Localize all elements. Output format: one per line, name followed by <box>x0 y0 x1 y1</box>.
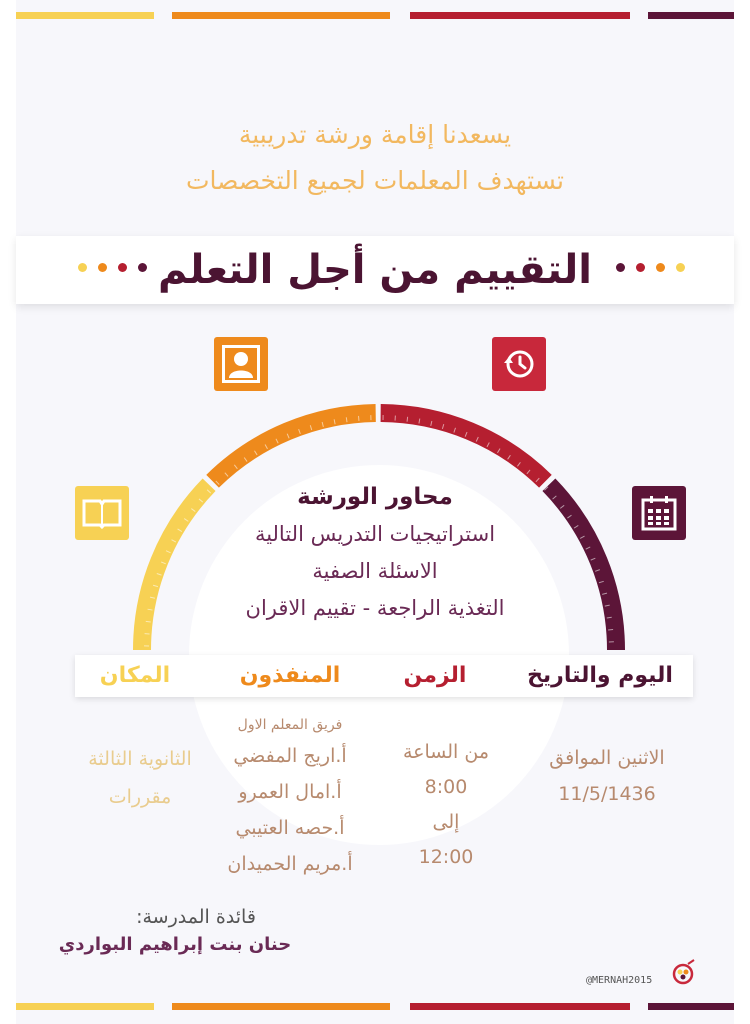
presenters-team: فريق المعلم الاول <box>237 717 343 733</box>
presenter-name: أ.حصه العتيبي <box>235 817 345 839</box>
presenter-name: أ.اريج المفضي <box>233 745 347 767</box>
place-school: الثانوية الثالثة <box>88 748 192 770</box>
presenter-name: أ.امال العمرو <box>238 781 342 803</box>
place-column <box>70 740 210 816</box>
time-to: 12:00 <box>418 846 474 868</box>
presenter-name: أ.مريم الحميدان <box>227 853 353 875</box>
label-time: الزمن <box>403 663 467 688</box>
date-day: الاثنين الموافق <box>549 747 665 769</box>
time-from: 8:00 <box>424 776 468 798</box>
bottom-stripe-yellow <box>16 1003 154 1010</box>
time-column <box>386 735 506 875</box>
label-place: المكان <box>99 663 171 688</box>
gauge-tick <box>346 417 347 422</box>
workshop-topics <box>200 478 550 627</box>
school-leader-name: حنان بنت إبراهيم البواردي <box>58 934 292 955</box>
time-from-label: من الساعة <box>402 741 489 763</box>
school-leader-label: قائدة المدرسة: <box>136 906 256 928</box>
author-handle: @MERNAH2015 <box>586 975 653 986</box>
label-presenters: المنفذون <box>239 663 341 688</box>
topic-item: التغذية الراجعة - تقييم الاقران <box>245 596 505 620</box>
topics-heading: محاور الورشة <box>297 484 453 510</box>
intro-line-2: تستهدف المعلمات لجميع التخصصات <box>186 166 564 195</box>
bottom-stripe-red <box>410 1003 630 1010</box>
topic-item: الاسئلة الصفية <box>312 559 438 583</box>
place-system: مقررات <box>108 786 172 808</box>
label-date: اليوم والتاريخ <box>527 663 673 688</box>
bottom-stripe-maroon <box>648 1003 734 1010</box>
intro-line-1: يسعدنا إقامة ورشة تدريبية <box>238 120 512 149</box>
presenters-column <box>200 712 380 882</box>
info-labels-bar <box>75 655 693 697</box>
page-title: التقييم من أجل التعلم <box>158 247 592 293</box>
bottom-stripe-orange <box>172 1003 390 1010</box>
gauge-tick <box>146 621 151 622</box>
gauge-tick <box>607 617 612 618</box>
date-column <box>532 740 682 812</box>
date-value: 11/5/1436 <box>558 783 656 805</box>
brand-logo <box>670 958 698 986</box>
time-to-label: إلى <box>432 811 460 833</box>
gauge-tick <box>407 417 408 422</box>
topic-item: استراتيجيات التدريس التالية <box>254 522 496 546</box>
